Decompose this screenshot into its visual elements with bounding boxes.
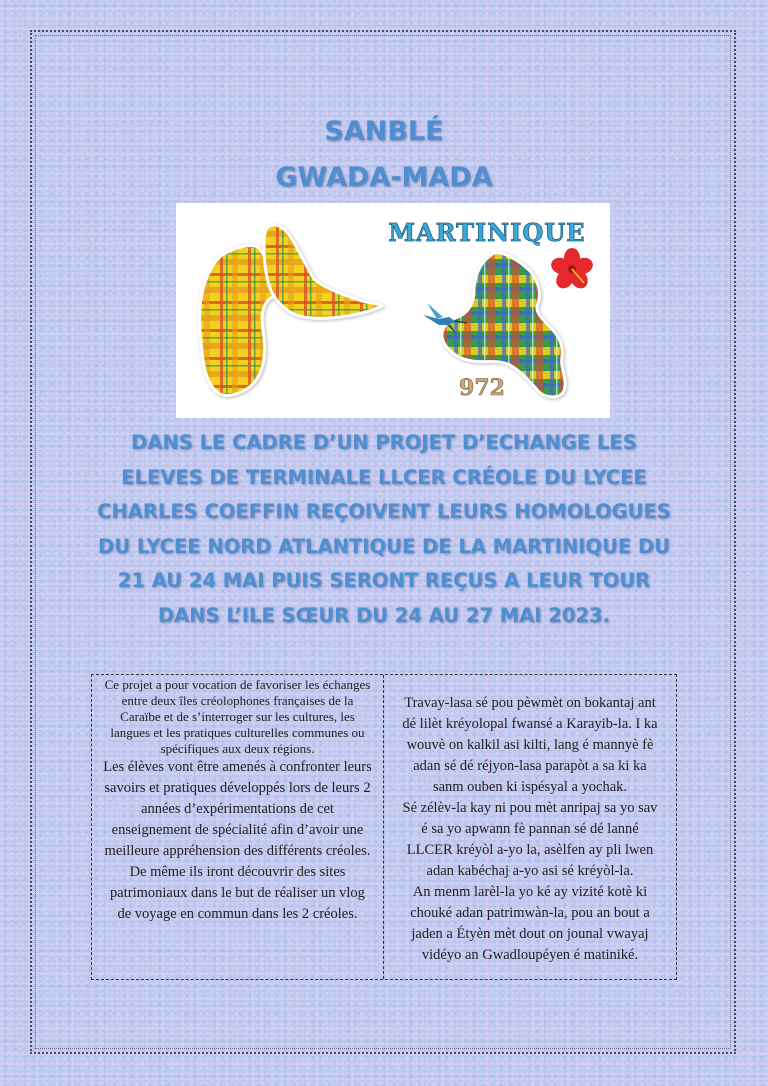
creole-column <box>384 675 676 979</box>
french-column <box>92 675 384 979</box>
guadeloupe-map-icon <box>200 225 382 395</box>
creole-paragraph-2: Sé zélèv-la kay ni pou mèt anripaj sa yo sav é sa yo apwann fè pannan sé dé lanné LLCER kréyòl a-yo la, asèlfen ay pli lwen adan kabéchaj a-yo asi sé kréyòl-la. <box>402 800 658 879</box>
creole-paragraph-3: An menm larèl-la yo ké ay vizité kotè ki chouké adan patrimwàn-la, pou an bout a jaden a Étyèn mèt dout on jounal vwayaj vidéyo an Gwadloupéyen é matiniké. <box>410 884 650 963</box>
title-line-2: GWADA-MADA <box>275 162 493 193</box>
creole-paragraph-1: Travay-lasa sé pou pèwmèt on bokantaj ant dé lilèt kréyolopal fwansé a Karayib-la. I ka wouvè on kalkil asi kilti, lang é mannyè fè adan sé dé réjyon-lasa parapòt a sa ki ka sanm ouben ki ispésyal a yochak. <box>402 695 658 795</box>
martinique-label: MARTINIQUE <box>388 218 586 247</box>
department-number: 972 <box>459 375 505 401</box>
hibiscus-icon <box>549 248 595 292</box>
bilingual-text-table <box>91 674 677 980</box>
french-paragraph-2: Les élèves vont être amenés à confronter leurs savoirs et pratiques développés lors de leurs 2 années d’expérimentations de cet enseignement de spécialité afin d’avoir une meilleure appréhension des différents créoles. De même ils iront découvrir des sites patrimoniaux dans le but de réaliser un vlog de voyage en commun dans les 2 créoles. <box>103 759 372 922</box>
announcement-text: DANS LE CADRE D’UN PROJET D’ECHANGE LES ELEVES DE TERMINALE LLCER CRÉOLE DU LYCEE CHARLES COEFFIN REÇOIVENT LEURS HOMOLOGUES DU LYCEE NORD ATLANTIQUE DE LA MARTINIQUE DU 21 AU 24 MAI PUIS SERONT REÇUS A LEUR TOUR DANS L’ILE SŒUR DU 24 AU 27 MAI 2023. <box>97 431 671 627</box>
french-paragraph-1: Ce projet a pour vocation de favoriser les échanges entre deux îles créolophones françaises de la Caraïbe et de s’interroger sur les cultures, les langues et les pratiques culturelles communes ou spécifiques aux deux régions. <box>104 677 371 756</box>
title-line-1: SANBLÉ <box>324 116 444 147</box>
islands-banner <box>176 203 610 418</box>
